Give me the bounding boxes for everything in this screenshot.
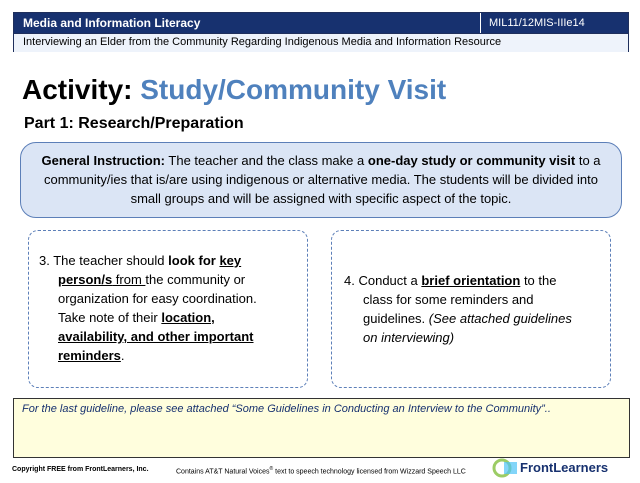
frontlearners-logo-text: FrontLearners bbox=[520, 460, 609, 475]
step-3-text bbox=[39, 251, 297, 365]
activity-title bbox=[22, 74, 446, 106]
step-3-text-1: The teacher should bbox=[53, 253, 165, 268]
step-3-end: . bbox=[120, 348, 125, 363]
course-title: Media and Information Literacy bbox=[23, 16, 201, 30]
step-4-bold-1: brief orientation bbox=[421, 273, 521, 288]
step-3-text-3a: the community or bbox=[145, 272, 246, 287]
step-3-bold-3c: reminders bbox=[58, 348, 121, 363]
instruction-text-1: The teacher and the class make a bbox=[168, 153, 365, 168]
note-text: For the last guideline, please see attached “Some Guidelines in Conducting an Interview to the Community”.. bbox=[22, 403, 551, 415]
step-3-box bbox=[28, 230, 308, 388]
step-4-line-3: guidelines. bbox=[363, 311, 429, 326]
copyright-text: Copyright FREE from FrontLearners, Inc. bbox=[12, 466, 149, 473]
step-4-italic-a: (See attached guidelines bbox=[428, 311, 572, 326]
part-heading: Part 1: Research/Preparation bbox=[24, 115, 244, 132]
step-4-box bbox=[331, 230, 611, 388]
step-4-line-2: class for some reminders and bbox=[363, 292, 534, 307]
instruction-label: General Instruction: bbox=[41, 153, 166, 168]
step-4-text bbox=[344, 271, 606, 347]
step-3-bold-3b: availability, and other important bbox=[58, 329, 254, 344]
step-3-bold-1: look for bbox=[168, 253, 216, 268]
general-instruction-panel bbox=[20, 142, 622, 218]
frontlearners-logo bbox=[492, 458, 628, 478]
att-suffix: text to speech technology licensed from Wizzard Speech LLC bbox=[273, 468, 466, 476]
header-top-row bbox=[14, 13, 628, 33]
header-subtitle-row bbox=[14, 33, 628, 52]
activity-title-accent: Study/Community Visit bbox=[140, 74, 447, 105]
step-3-line-3: organization for easy coordination. bbox=[58, 291, 257, 306]
step-3-text-2: from bbox=[112, 272, 146, 287]
step-3-bold-2a: key bbox=[219, 253, 242, 268]
step-4-italic-b: on interviewing) bbox=[363, 330, 455, 345]
note-box bbox=[13, 398, 630, 458]
step-3-bold-2b: person/s bbox=[58, 272, 113, 287]
instruction-bold-1: one-day study or community visit bbox=[367, 153, 576, 168]
activity-title-prefix: Activity: bbox=[22, 74, 133, 105]
frontlearners-logo-icon bbox=[492, 458, 518, 478]
step-4-text-1: Conduct a bbox=[358, 273, 418, 288]
instruction-text-2: to a community/ies that is/are using indigenous or alternative media. The students will be divided into small groups and will be assigned with specific aspect of the topic. bbox=[43, 153, 601, 206]
step-3-bold-3a: location, bbox=[161, 310, 215, 325]
lesson-subtitle: Interviewing an Elder from the Community Regarding Indigenous Media and Information Resource bbox=[23, 36, 502, 48]
step-3-line-4: Take note of their bbox=[58, 310, 162, 325]
att-prefix: Contains AT&T Natural Voices bbox=[176, 468, 270, 476]
att-registered: ® bbox=[269, 466, 274, 472]
step-4-number: 4. bbox=[344, 273, 355, 288]
step-3-number: 3. bbox=[39, 253, 50, 268]
att-notice bbox=[176, 466, 466, 475]
header-bar bbox=[13, 12, 629, 52]
step-4-text-2a: to the bbox=[523, 273, 557, 288]
course-code: MIL11/12MIS-IIIe14 bbox=[480, 13, 628, 33]
